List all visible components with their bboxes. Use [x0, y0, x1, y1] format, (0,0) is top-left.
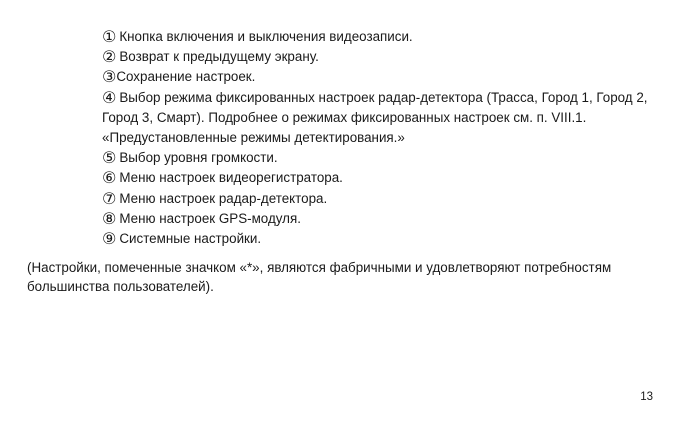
- legend-item-text: Выбор режима фиксированных настроек радар-детектора (Трасса, Город 1, Город 2, Город 3, Смарт). Подробнее о режимах фиксированных настроек см. п. VIII.1. «Предустановленные режимы детектирования.»: [102, 89, 648, 146]
- legend-item-text: Системные настройки.: [119, 231, 262, 247]
- circled-number-9: ⑨: [102, 229, 117, 249]
- legend-item-1: [102, 27, 662, 47]
- legend-item-9: [102, 229, 662, 249]
- legend-item-text: Меню настроек видеорегистратора.: [119, 170, 343, 186]
- legend-item-text: Меню настроек радар-детектора.: [119, 190, 328, 206]
- legend-item-text: Кнопка включения и выключения видеозаписи.: [119, 29, 413, 44]
- legend-item-text: Меню настроек GPS-модуля.: [119, 210, 301, 226]
- page-number: 13: [640, 391, 653, 403]
- legend-item-text: Сохранение настроек.: [116, 69, 256, 85]
- circled-number-3: ③: [102, 67, 117, 87]
- circled-number-7: ⑦: [102, 188, 117, 208]
- legend-item-2: [102, 47, 662, 67]
- circled-number-1: ①: [102, 27, 117, 46]
- settings-note: (Настройки, помеченные значком «*», являются фабричными и удовлетворяют потребностям большинства пользователей).: [27, 260, 612, 294]
- circled-number-4: ④: [102, 87, 117, 107]
- circled-number-2: ②: [102, 47, 117, 67]
- legend-item-text: Выбор уровня громкости.: [119, 150, 278, 166]
- legend-item-text: Возврат к предыдущему экрану.: [119, 49, 319, 65]
- circled-number-8: ⑧: [102, 208, 117, 228]
- circled-number-6: ⑥: [102, 168, 117, 188]
- legend-item-4: [102, 88, 662, 149]
- legend-item-3: [102, 67, 662, 87]
- legend-item-8: [102, 209, 662, 229]
- legend-item-7: [102, 189, 662, 209]
- legend-list: [102, 27, 662, 249]
- circled-number-5: ⑤: [102, 148, 117, 168]
- legend-item-5: [102, 148, 662, 168]
- legend-item-6: [102, 168, 662, 188]
